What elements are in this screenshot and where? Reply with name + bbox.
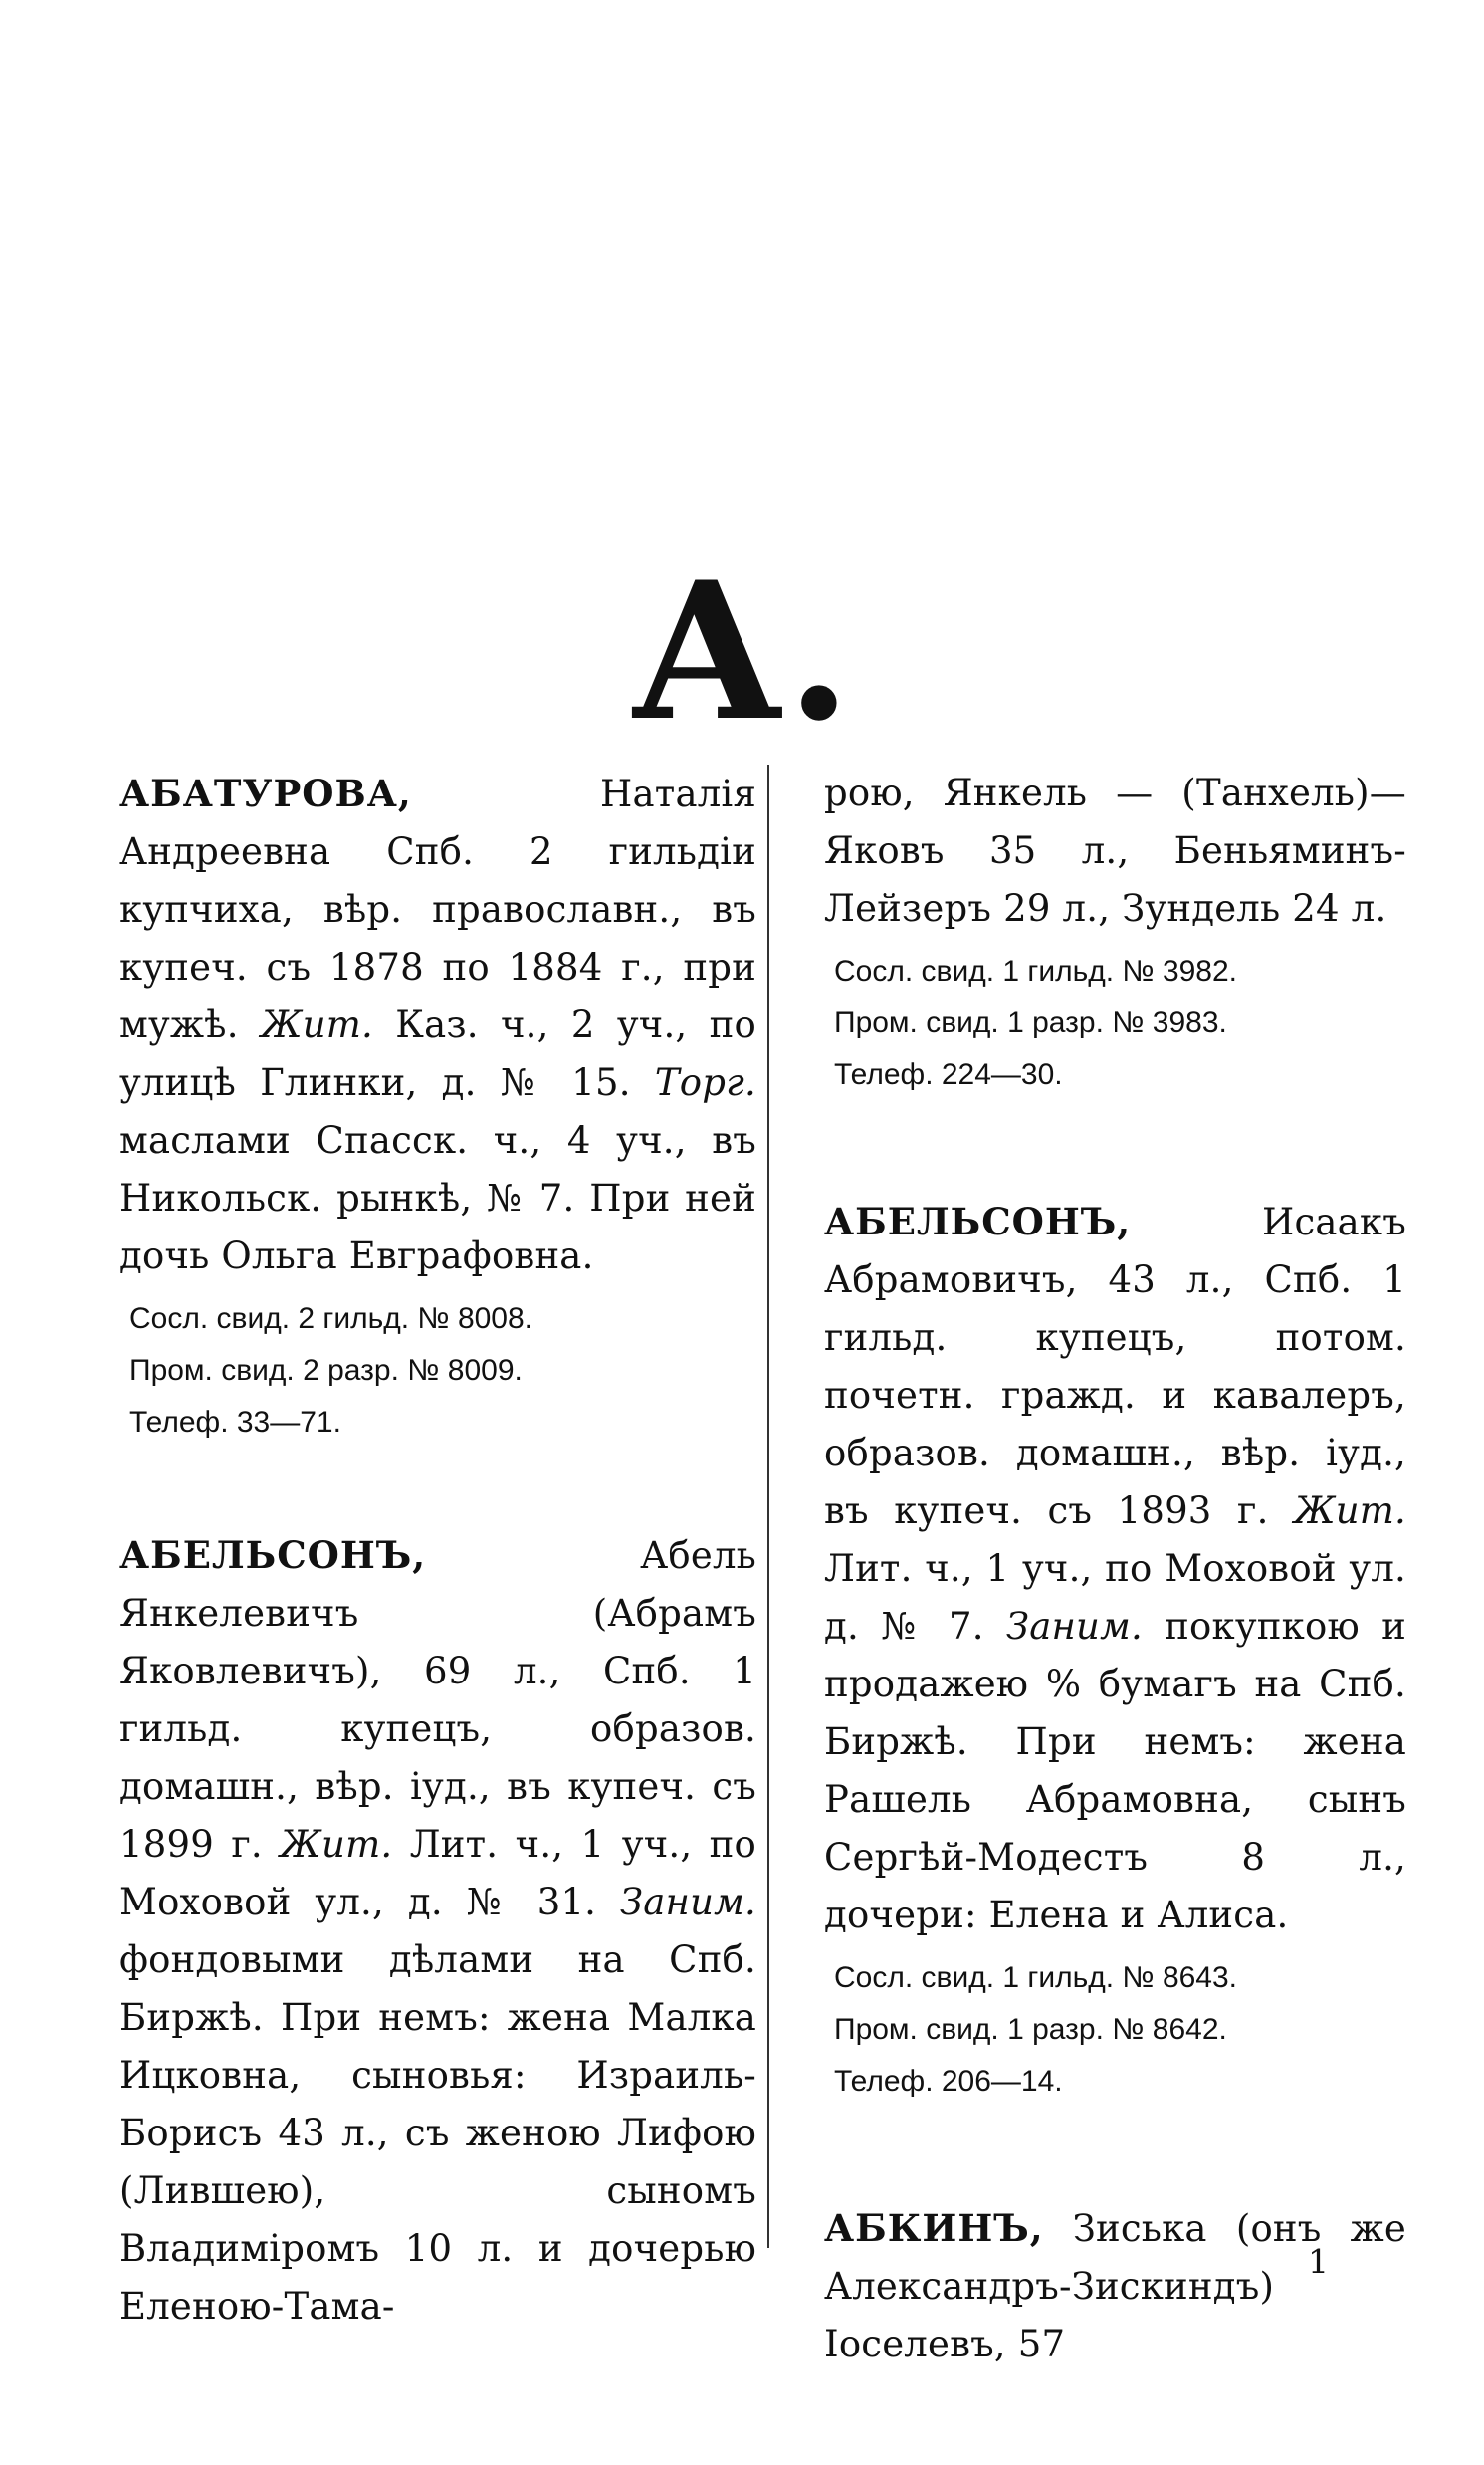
entry-label-italic: Жит. (280, 1823, 393, 1866)
entry-text (119, 765, 756, 1285)
directory-entry (824, 2199, 1406, 2373)
entry-segment: Лит. ч., 1 уч., по Моховой ул. д. № 7. (824, 1547, 1406, 1648)
registration-line: Телеф. 224—30. (834, 1058, 1063, 1091)
entry-segment: Зиська (онъ же Александръ-Зискиндъ) Іоселевъ, 57 (824, 2207, 1406, 2365)
entry-segment: маслами Спасск. ч., 4 уч., въ Никольск. рынкѣ, № 7. При ней дочь Ольга Евграфовна. (119, 1119, 756, 1277)
entry-label-italic: Торг. (654, 1061, 756, 1104)
entry-text (824, 2199, 1406, 2373)
entry-label-italic: Жит. (1293, 1489, 1406, 1532)
entry-name: АБЕЛЬСОНЪ, (824, 1200, 1132, 1243)
entry-segment: Абель Янкелевичъ (Абрамъ Яковлевичъ), 69 л., Спб. 1 гильд. купецъ, образов. домашн., вѣр. іуд., въ купеч. съ 1899 г. (119, 1534, 756, 1866)
directory-entry (824, 1193, 1406, 2108)
registration-line: Телеф. 33—71. (129, 1406, 341, 1439)
entry-name: АБАТУРОВА, (119, 772, 412, 815)
entry-label-italic: Жит. (260, 1004, 373, 1046)
registration-line: Сосл. свид. 1 гильд. № 8643. (834, 1961, 1238, 1994)
entry-text (824, 1193, 1406, 1944)
registration-lines (824, 1952, 1406, 2108)
entry-label-italic: Заним. (1005, 1605, 1143, 1648)
entry-segment: рою, Янкель — (Танхель)—Яковъ 35 л., Беньяминъ-Лейзеръ 29 л., Зундель 24 л. (824, 772, 1406, 930)
entry-text (119, 1526, 756, 2336)
section-letter: А. (630, 541, 854, 763)
entry-name: АБКИНЪ, (824, 2206, 1044, 2250)
entry-name: АБЕЛЬСОНЪ, (119, 1533, 427, 1577)
entry-segment: Каз. ч., 2 уч., по улицѣ Глинки, д. № 15. (119, 1004, 756, 1104)
entry-segment: покупкою и продажею % бумагъ на Спб. Биржѣ. При немъ: жена Рашель Абрамовна, сынъ Сергѣй-Модестъ 8 л., дочери: Елена и Алиса. (824, 1605, 1406, 1936)
registration-lines (824, 946, 1406, 1101)
entry-segment: фондовыми дѣлами на Спб. Биржѣ. При немъ: жена Малка Ицковна, сыновья: Израиль-Борисъ 43 л., съ женою Лифою (Лившею), сыномъ Владиміромъ 10 л. и дочерью Еленою-Тама- (119, 1938, 756, 2328)
column-divider (767, 765, 769, 2248)
entry-segment: Исаакъ Абрамовичъ, 43 л., Спб. 1 гильд. купецъ, потом. почетн. гражд. и кавалеръ, образов. домашн., вѣр. іуд., въ купеч. съ 1893 г. (824, 1201, 1406, 1532)
registration-line: Пром. свид. 1 разр. № 3983. (834, 1007, 1227, 1039)
right-column (824, 765, 1406, 2465)
entry-segment: Наталія Андреевна Спб. 2 гильдіи купчиха, вѣр. православн., въ купеч. съ 1878 по 1884 г., при мужѣ. (119, 773, 756, 1046)
registration-line: Сосл. свид. 2 гильд. № 8008. (129, 1302, 533, 1335)
directory-entry (119, 765, 756, 1449)
entry-text (824, 765, 1406, 938)
registration-line: Телеф. 206—14. (834, 2065, 1063, 2098)
entry-segment: Лит. ч., 1 уч., по Моховой ул., д. № 31. (119, 1823, 757, 1923)
directory-entry (119, 1526, 756, 2336)
registration-line: Пром. свид. 1 разр. № 8642. (834, 2013, 1227, 2046)
entry-label-italic: Заним. (620, 1881, 756, 1923)
registration-line: Пром. свид. 2 разр. № 8009. (129, 1354, 523, 1387)
directory-entry (824, 765, 1406, 1101)
page-number: 1 (1308, 2242, 1329, 2281)
registration-line: Сосл. свид. 1 гильд. № 3982. (834, 955, 1238, 988)
left-column (119, 765, 756, 2413)
registration-lines (119, 1293, 756, 1449)
